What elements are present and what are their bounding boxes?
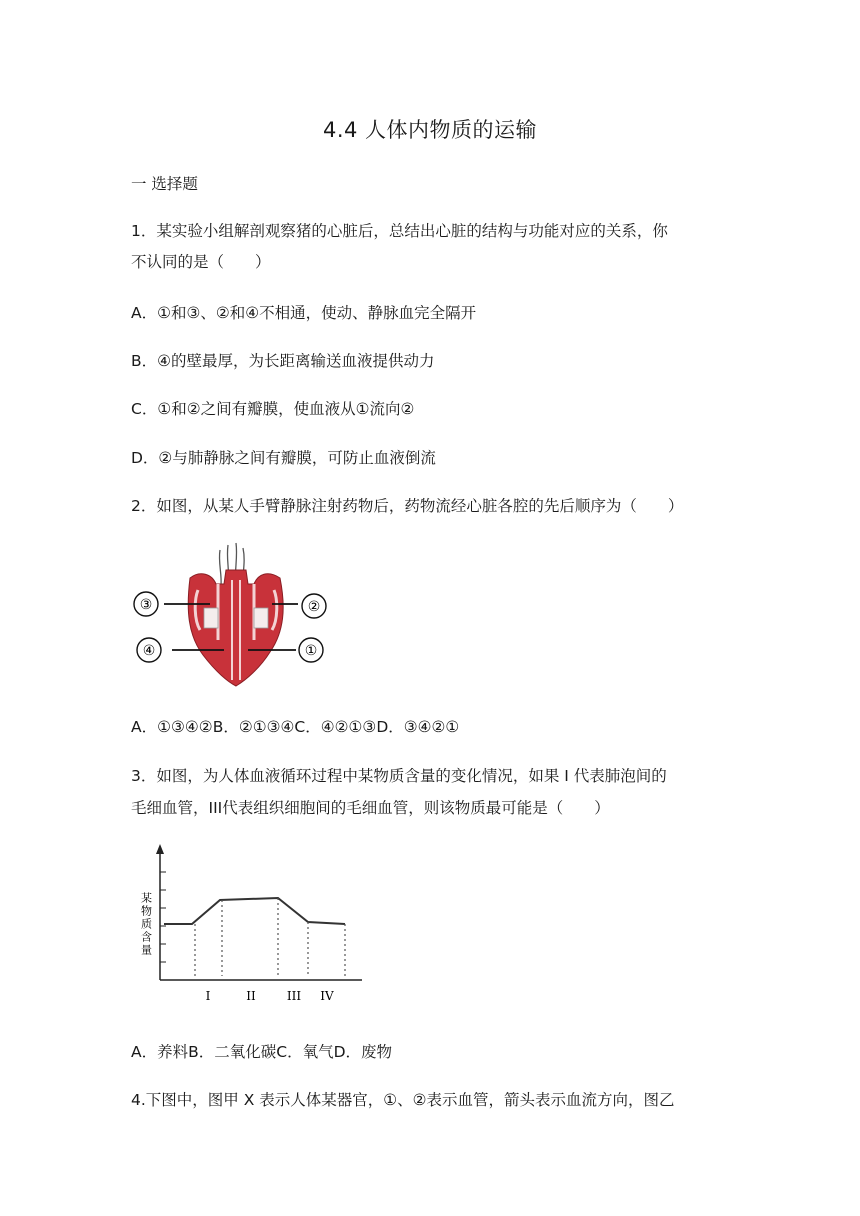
section-heading: 一 选择题 xyxy=(131,175,198,193)
q3-option-d: D．废物 xyxy=(333,1043,393,1061)
q1-stem-line1: 1．某实验小组解剖观察猪的心脏后，总结出心脏的结构与功能对应的关系，你 xyxy=(131,222,668,240)
q1-option-b: B．④的壁最厚，为长距离输送血液提供动力 xyxy=(131,352,435,370)
chart-y-label: 某物质含量 xyxy=(140,892,153,957)
q3-option-c: C．氧气 xyxy=(276,1043,334,1061)
q3-options xyxy=(131,1040,392,1062)
q1-option-a: A．①和③、②和④不相通，使动、静脉血完全隔开 xyxy=(131,304,477,322)
page-title: 4.4 人体内物质的运输 xyxy=(322,118,538,142)
q2-stem: 2．如图，从某人手臂静脉注射药物后，药物流经心脏各腔的先后顺序为（ ） xyxy=(131,497,684,515)
q1-option-d: D．②与肺静脉之间有瓣膜，可防止血液倒流 xyxy=(131,449,436,467)
heart-diagram xyxy=(128,540,343,690)
heart-label-1: ① xyxy=(304,643,318,659)
heart-label-2: ② xyxy=(307,599,321,615)
heart-label-4: ④ xyxy=(142,643,156,659)
substance-level-chart xyxy=(140,842,370,1007)
q2-option-d: D．③④②① xyxy=(376,718,460,736)
q3-option-b: B．二氧化碳 xyxy=(188,1043,277,1061)
q2-option-b: B．②①③④ xyxy=(212,718,295,736)
q1-stem-line2: 不认同的是（ ） xyxy=(131,253,271,271)
q2-option-a: A．①③④② xyxy=(131,718,213,736)
q3-stem-line2: 毛细血管，III代表组织细胞间的毛细血管，则该物质最可能是（ ） xyxy=(131,799,610,817)
chart-xtick-4: IV xyxy=(320,989,334,1003)
chart-xtick-2: II xyxy=(246,989,256,1003)
chart-xtick-3: III xyxy=(286,989,302,1003)
q1-option-c: C．①和②之间有瓣膜，使血液从①流向② xyxy=(131,400,415,418)
q4-stem-line1: 4.下图中，图甲 X 表示人体某器官，①、②表示血管，箭头表示血流方向，图乙 xyxy=(131,1091,675,1109)
q2-options xyxy=(131,715,459,737)
q3-option-a: A．养料 xyxy=(131,1043,189,1061)
chart-xtick-1: I xyxy=(205,989,211,1003)
heart-label-3: ③ xyxy=(139,597,153,613)
q2-option-c: C．④②①③ xyxy=(294,718,377,736)
q3-stem-line1: 3．如图，为人体血液循环过程中某物质含量的变化情况，如果 I 代表肺泡间的 xyxy=(131,767,667,785)
